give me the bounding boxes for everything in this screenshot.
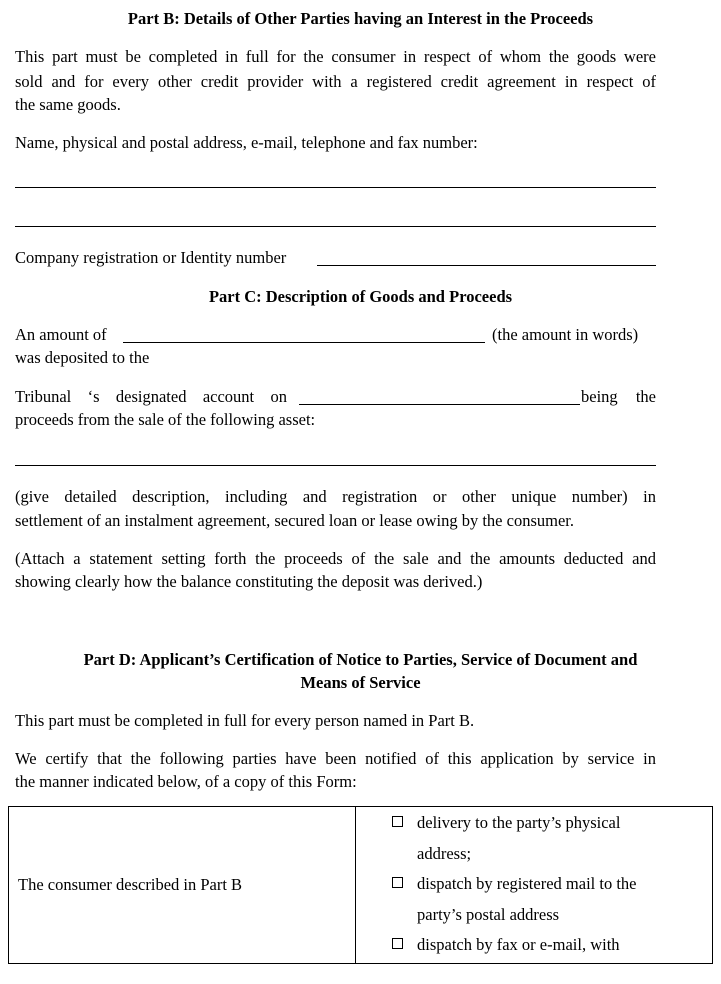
tribunal-suffix: being the: [581, 387, 656, 406]
amount-words-field[interactable]: [123, 342, 485, 343]
deposited-text: was deposited to the: [15, 348, 150, 367]
description-note-line1: (give detailed description, including and registration or other unique number) in: [15, 487, 656, 506]
deposit-date-field[interactable]: [299, 404, 580, 405]
company-registration-field[interactable]: [317, 265, 656, 266]
proceeds-line: proceeds from the sale of the following asset:: [15, 410, 316, 429]
service-option-delivery[interactable]: [392, 811, 712, 861]
option-mail-line1: dispatch by registered mail to the: [417, 874, 637, 893]
attach-note-line1: (Attach a statement setting forth the proceeds of the sale and the amounts deducted and: [15, 549, 656, 568]
asset-description-field[interactable]: [15, 465, 656, 466]
tribunal-prefix: Tribunal ‘s designated account on: [15, 387, 287, 406]
amount-prefix: An amount of: [15, 325, 107, 344]
part-b-intro-line1: This part must be completed in full for the consumer in respect of whom the goods were: [15, 47, 656, 66]
table-column-divider: [355, 807, 356, 963]
company-registration-label: Company registration or Identity number: [15, 248, 287, 267]
service-option-fax-email[interactable]: [392, 933, 712, 958]
checkbox-registered-mail[interactable]: [392, 877, 403, 888]
name-address-label: Name, physical and postal address, e-mail, telephone and fax number:: [15, 133, 478, 152]
attach-note-line2: showing clearly how the balance constituting the deposit was derived.): [15, 572, 483, 591]
part-d-intro: This part must be completed in full for every person named in Part B.: [15, 711, 475, 730]
party-cell: The consumer described in Part B: [18, 875, 243, 894]
part-c-heading: Part C: Description of Goods and Proceeds: [208, 287, 513, 306]
service-table: [8, 806, 713, 964]
checkbox-fax-email[interactable]: [392, 938, 403, 949]
option-mail-line2: party’s postal address: [417, 905, 560, 924]
description-note-line2: settlement of an instalment agreement, secured loan or lease owing by the consumer.: [15, 511, 574, 530]
name-address-line-2[interactable]: [15, 226, 656, 227]
checkbox-delivery[interactable]: [392, 816, 403, 827]
name-address-line-1[interactable]: [15, 187, 656, 188]
service-option-registered-mail[interactable]: [392, 872, 712, 922]
certify-line1: We certify that the following parties have been notified of this application by service in: [15, 749, 656, 768]
part-b-heading: Part B: Details of Other Parties having an Interest in the Proceeds: [127, 9, 594, 28]
option-delivery-line2: address;: [417, 844, 472, 863]
certify-line2: the manner indicated below, of a copy of this Form:: [15, 772, 357, 791]
part-d-heading-line2: Means of Service: [300, 673, 421, 692]
part-d-heading-line1: Part D: Applicant’s Certification of Notice to Parties, Service of Document and: [83, 650, 638, 669]
part-b-intro-line3: the same goods.: [15, 95, 121, 114]
option-delivery-line1: delivery to the party’s physical: [417, 813, 621, 832]
option-fax-line1: dispatch by fax or e-mail, with: [417, 935, 620, 954]
part-b-intro-line2: sold and for every other credit provider with a registered credit agreement in respect of: [15, 72, 656, 91]
amount-suffix: (the amount in words): [492, 325, 639, 344]
